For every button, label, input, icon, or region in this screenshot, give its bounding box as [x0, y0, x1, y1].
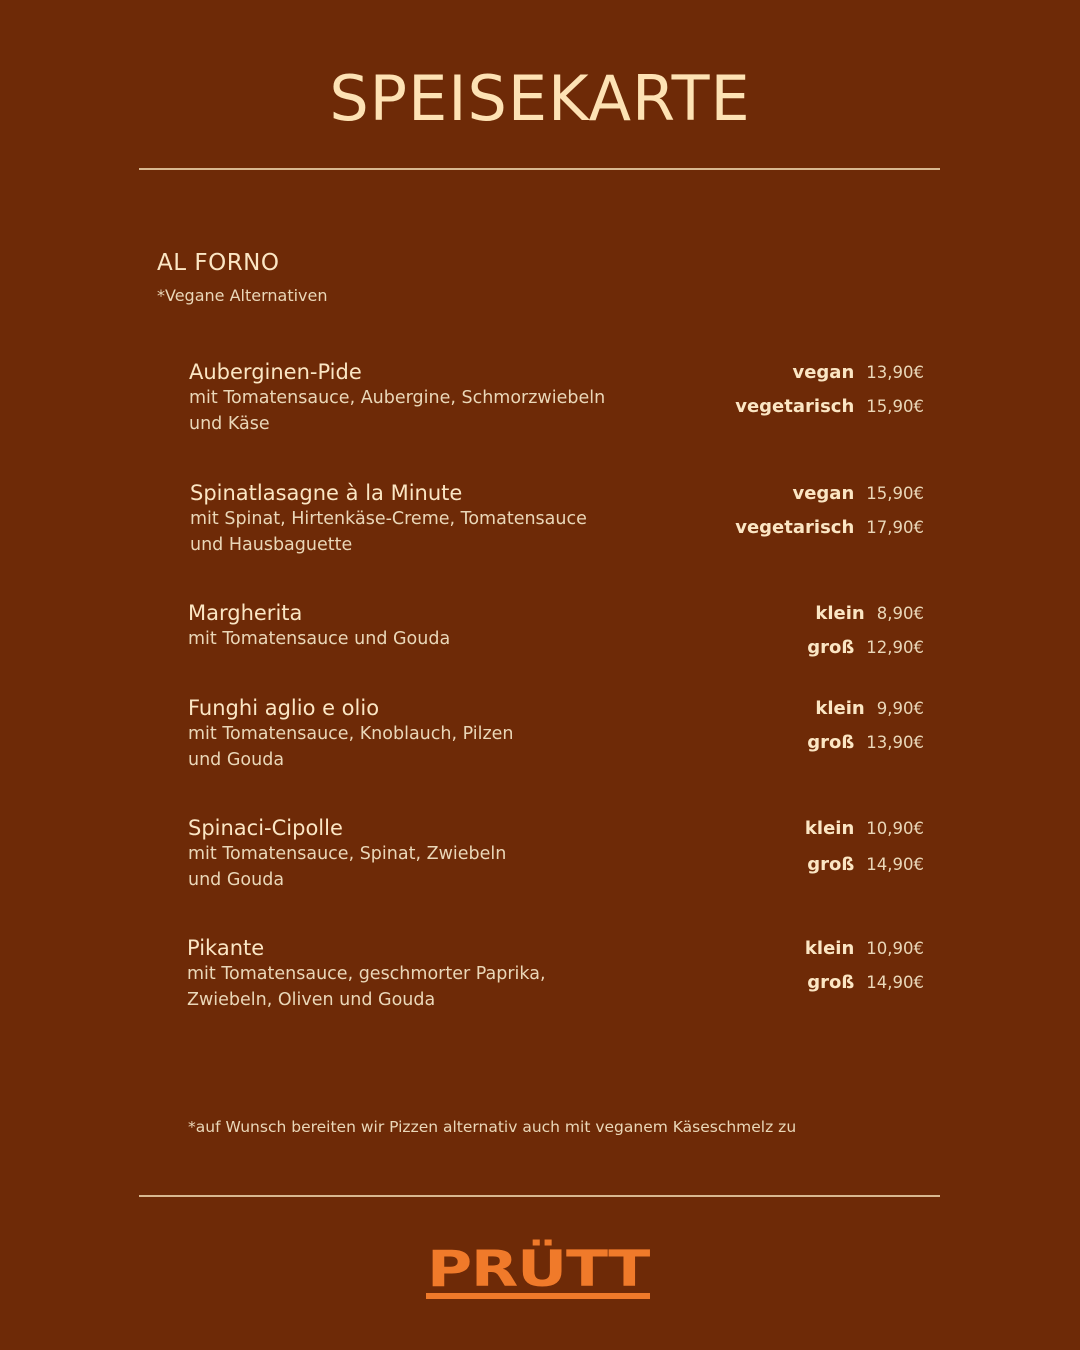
price-row: [815, 603, 924, 624]
item-description-line: und Gouda: [188, 870, 285, 890]
price-row: [735, 517, 924, 538]
item-description: [187, 961, 546, 1013]
logo-underline: [426, 1293, 650, 1299]
price-row: [807, 637, 924, 658]
section-note: *Vegane Alternativen: [157, 286, 328, 305]
price-value: 9,90€: [876, 699, 924, 718]
price-row: [792, 483, 924, 504]
item-description-line: und Gouda: [188, 750, 285, 770]
item-name: Spinaci-Cipolle: [188, 816, 343, 840]
item-name: Margherita: [188, 601, 303, 625]
item-description: [188, 721, 514, 773]
item-description: [188, 626, 450, 652]
price-label: groß: [807, 972, 855, 993]
item-description-line: mit Tomatensauce und Gouda: [188, 629, 451, 649]
item-description-line: und Käse: [189, 414, 270, 434]
item-description: [189, 385, 605, 437]
price-row: [805, 818, 924, 839]
item-description: [190, 506, 587, 558]
price-value: 14,90€: [866, 973, 924, 992]
price-label: vegan: [792, 362, 855, 383]
item-description-line: und Hausbaguette: [190, 535, 353, 555]
price-value: 8,90€: [876, 604, 924, 623]
item-name: Auberginen-Pide: [189, 360, 362, 384]
item-description: [188, 841, 506, 893]
price-label: klein: [804, 938, 855, 959]
page-title: SPEISEKARTE: [329, 62, 751, 135]
price-label: groß: [807, 732, 855, 753]
price-label: klein: [815, 698, 865, 719]
item-description-line: mit Tomatensauce, Spinat, Zwiebeln: [188, 844, 507, 864]
item-description-line: mit Tomatensauce, geschmorter Paprika,: [187, 964, 546, 984]
price-value: 10,90€: [866, 939, 924, 958]
brand-logo: [426, 1236, 650, 1300]
price-label: klein: [804, 818, 855, 839]
price-value: 17,90€: [866, 518, 924, 537]
item-name: Pikante: [187, 936, 265, 960]
item-description-line: mit Spinat, Hirtenkäse-Creme, Tomatensauce: [190, 509, 587, 529]
price-value: 15,90€: [866, 484, 924, 503]
price-value: 15,90€: [866, 397, 924, 416]
item-description-line: mit Tomatensauce, Knoblauch, Pilzen: [188, 724, 514, 744]
price-label: groß: [807, 637, 855, 658]
price-label: vegetarisch: [735, 396, 855, 417]
price-label: vegan: [792, 483, 855, 504]
item-description-line: Zwiebeln, Oliven und Gouda: [187, 990, 436, 1010]
price-row: [792, 362, 924, 383]
price-row: [807, 732, 924, 753]
price-value: 13,90€: [866, 733, 924, 752]
price-value: 13,90€: [866, 363, 924, 382]
bottom-divider: [139, 1195, 940, 1197]
price-value: 10,90€: [866, 819, 924, 838]
price-value: 14,90€: [866, 855, 924, 874]
price-row: [735, 396, 924, 417]
top-divider: [139, 168, 940, 170]
price-label: groß: [807, 854, 855, 875]
price-row: [805, 938, 924, 959]
item-name: Funghi aglio e olio: [188, 696, 380, 720]
price-value: 12,90€: [866, 638, 924, 657]
section-title: AL FORNO: [157, 250, 280, 276]
price-label: vegetarisch: [735, 517, 855, 538]
price-label: klein: [815, 603, 865, 624]
logo-text: PRÜTT: [427, 1240, 608, 1298]
price-row: [815, 698, 924, 719]
price-row: [807, 854, 924, 875]
footnote: *auf Wunsch bereiten wir Pizzen alternativ auch mit veganem Käseschmelz zu: [188, 1118, 797, 1136]
item-name: Spinatlasagne à la Minute: [190, 481, 463, 505]
price-row: [807, 972, 924, 993]
item-description-line: mit Tomatensauce, Aubergine, Schmorzwiebeln: [189, 388, 606, 408]
